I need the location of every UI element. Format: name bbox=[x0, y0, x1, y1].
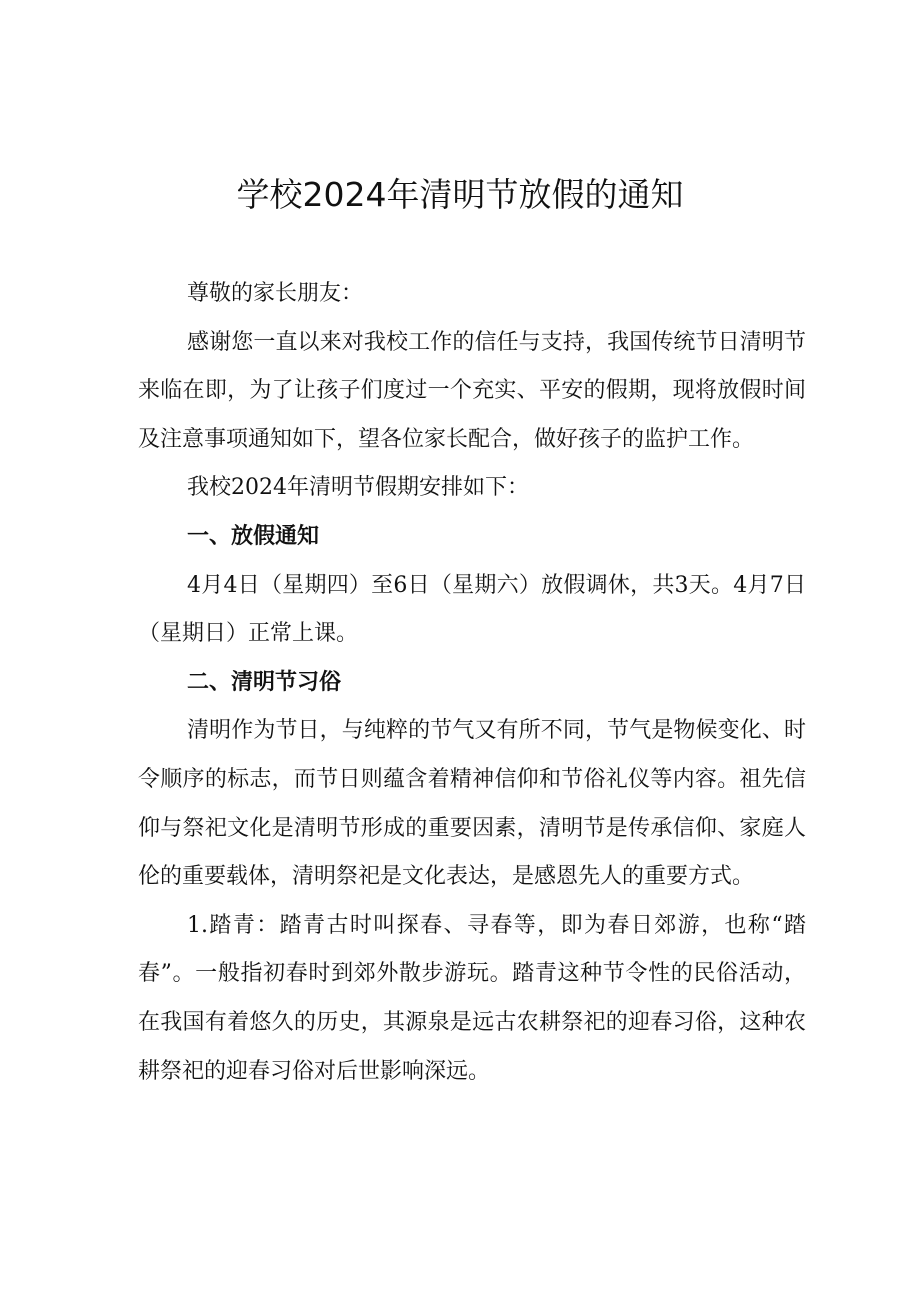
custom-item-outing: 1.踏青：踏青古时叫探春、寻春等，即为春日郊游，也称“踏春”。一般指初春时到郊外散步游玩。踏青这种节令性的民俗活动，在我国有着悠久的历史，其源泉是远古农耕祭祀的迎春习俗，这种农耕祭祀的迎春习俗对后世影响深远。 bbox=[138, 912, 806, 1084]
holiday-schedule-paragraph: 4月4日（星期四）至6日（星期六）放假调休，共3天。4月7日（星期日）正常上课。 bbox=[138, 572, 806, 647]
customs-paragraph: 清明作为节日，与纯粹的节气又有所不同，节气是物候变化、时令顺序的标志，而节日则蕴含着精神信仰和节俗礼仪等内容。祖先信仰与祭祀文化是清明节形成的重要因素，清明节是传承信仰、家庭人伦的重要载体，清明祭祀是文化表达，是感恩先人的重要方式。 bbox=[138, 718, 806, 890]
greeting: 尊敬的家长朋友： bbox=[187, 281, 364, 306]
section-heading-customs: 二、清明节习俗 bbox=[187, 669, 342, 695]
section-heading-holiday-notice: 一、放假通知 bbox=[187, 523, 320, 549]
document-title: 学校2024年清明节放假的通知 bbox=[236, 175, 684, 214]
intro-paragraph: 感谢您一直以来对我校工作的信任与支持，我国传统节日清明节来临在即，为了让孩子们度过一个充实、平安的假期，现将放假时间及注意事项通知如下，望各位家长配合，做好孩子的监护工作。 bbox=[138, 329, 806, 452]
document-body bbox=[138, 270, 806, 1096]
schedule-intro: 我校2024年清明节假期安排如下： bbox=[187, 475, 529, 501]
